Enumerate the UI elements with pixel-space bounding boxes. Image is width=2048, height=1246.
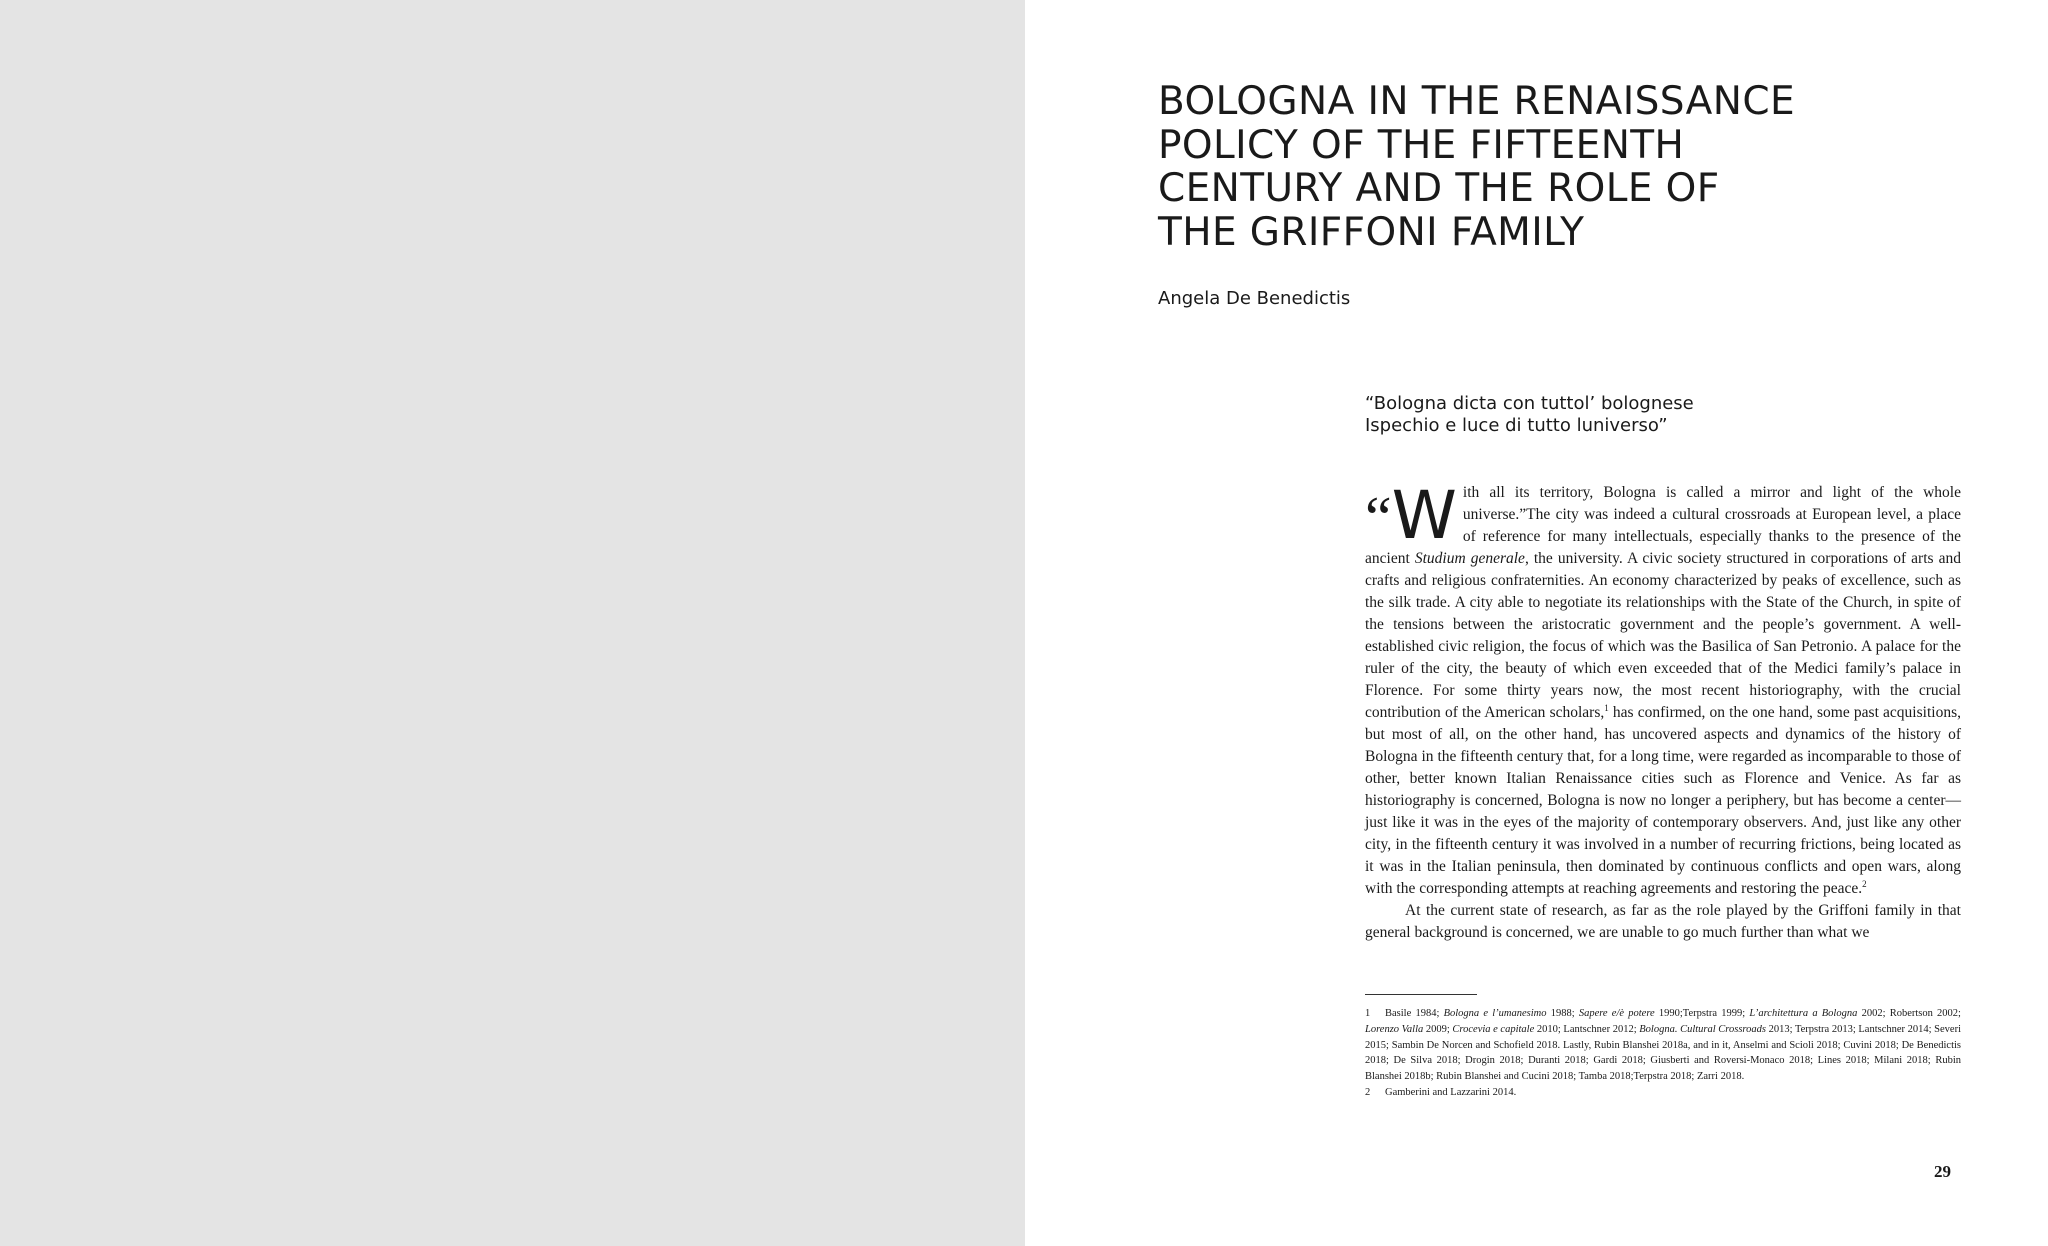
paragraph-text: has confirmed, on the one hand, some past acquisitions, but most of all, on the other hand, has uncovered aspects and dynamics of the history of Bologna in the fifteenth century that, for a long time, were regarded as incomparable to those of other, better known Italian Renaissance cities such as Florence and Venice. As far as historiography is concerned, Bologna is now no longer a periphery, but has become a center—just like it was in the eyes of the majority of contemporary observers. And, just like any other city, in the fifteenth century it was involved in a number of recurring frictions, being located as it was in the Italian peninsula, then dominated by continuous conflicts and open wars, along with the corresponding attempts at reaching agreements and restoring the peace.	[1365, 704, 1961, 897]
title-line: THE GRIFFONI FAMILY	[1158, 209, 1585, 255]
footnote	[1365, 1085, 1961, 1101]
footnote-italic: Bologna. Cultural Crossroads	[1639, 1023, 1766, 1035]
italic-term: Studium generale	[1414, 550, 1525, 567]
drop-cap-letter: W	[1391, 477, 1455, 554]
footnote-number: 2	[1365, 1086, 1371, 1098]
drop-cap	[1365, 477, 1455, 554]
paragraph-text: , the university. A civic society structured in corporations of arts and crafts and religious confraternities. An economy characterized by peaks of excellence, such as the silk trade. A city able to negotiate its relationships with the State of the Church, in spite of the tensions between the aristocratic government and the people’s government. A well-established civic religion, the focus of which was the Basilica of San Petronio. A palace for the ruler of the city, the beauty of which even exceeded that of the Medici family’s palace in Florence. For some thirty years now, the most recent historiography, with the crucial contribution of the American scholars,	[1365, 550, 1961, 721]
paragraph: At the current state of research, as far as the role played by the Griffoni family in that general background is concerned, we are unable to go much further than what we	[1365, 902, 1961, 941]
footnote-text: 2009;	[1423, 1023, 1453, 1035]
footnote-text: Gamberini and Lazzarini 2014.	[1385, 1086, 1517, 1098]
chapter-title	[1158, 80, 1918, 254]
epigraph-line: “Bologna dicta con tuttol’ bolognese	[1365, 393, 1694, 414]
footnote-text: 1988;	[1546, 1008, 1579, 1019]
footnote-reference[interactable]: 2	[1862, 878, 1867, 889]
title-line: BOLOGNA IN THE RENAISSANCE	[1158, 79, 1795, 124]
footnote-text: 2010; Lantschner 2012;	[1534, 1023, 1640, 1035]
title-line: CENTURY AND THE ROLE OF	[1158, 166, 1720, 211]
footnote-text: 2013; Terpstra 2013; Lantschner 2014; Severi 2015; Sambin De Norcen and Schofield 2018. Lastly, Rubin Blanshei 2018a, and in it, Anselmi and Scioli 2018; Cuvini 2018; De Benedictis 2018; De Silva 2018; Drogin 2018; Duranti 2018; Gardi 2018; Giusberti and Roversi-Monaco 2018; Lines 2018; Milani 2018; Rubin Blanshei 2018b; Rubin Blanshei and Cucini 2018; Tamba 2018;Terpstra 2018; Zarri 2018.	[1365, 1023, 1962, 1083]
footnote-text: 2002; Robertson 2002;	[1857, 1008, 1961, 1019]
footnote-text: 1990;Terpstra 1999;	[1654, 1008, 1750, 1019]
footnote-italic: L’architettura a Bologna	[1749, 1008, 1858, 1019]
epigraph-line: Ispechio e luce di tutto luniverso”	[1365, 415, 1668, 436]
footnote-reference[interactable]: 1	[1604, 702, 1609, 713]
footnote-italic: Lorenzo Valla	[1365, 1023, 1424, 1035]
footnote-italic: Bologna e l’umanesimo	[1443, 1008, 1547, 1019]
paragraph	[1365, 477, 1961, 900]
footnote	[1365, 1006, 1961, 1085]
paragraph-text: ith all its territory, Bologna is called a mirror and light of the whole universe.”The city was indeed a cultural crossroads at European level, a place of reference for many intellectuals, especially thanks to the presence of the ancient	[1365, 484, 1961, 567]
footnote-divider	[1365, 994, 1477, 995]
footnote-text: Basile 1984;	[1385, 1008, 1444, 1019]
author-name: Angela De Benedictis	[1158, 288, 1351, 309]
footnote-number: 1	[1365, 1008, 1371, 1019]
title-line: POLICY OF THE FIFTEENTH	[1158, 122, 1685, 168]
epigraph	[1365, 393, 1694, 437]
page-number: 29	[1934, 1162, 1951, 1181]
footnote-italic: Sapere e/è potere	[1578, 1008, 1655, 1019]
body-text	[1365, 477, 1961, 944]
footnote-italic: Crocevia e capitale	[1452, 1023, 1535, 1035]
footnotes	[1365, 1006, 1961, 1101]
drop-cap-quote: “	[1365, 485, 1386, 551]
